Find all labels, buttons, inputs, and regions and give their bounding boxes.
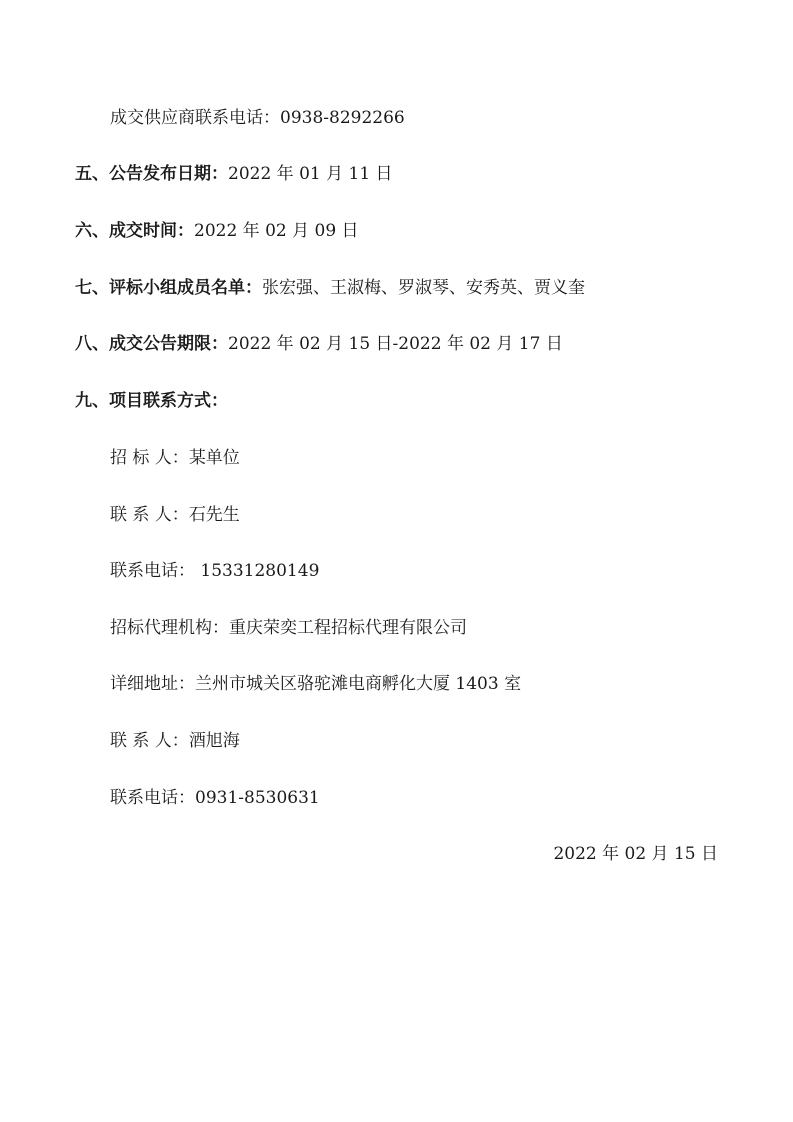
contact-address	[110, 672, 521, 696]
contact-label: 联 系 人：	[110, 731, 189, 751]
section-project-contacts	[75, 389, 228, 413]
supplier-phone-value: 0938-8292266	[280, 108, 405, 128]
section-title: 成交公告期限：	[109, 334, 228, 354]
contact-value: 酒旭海	[188, 731, 240, 751]
contact-label: 招 标 人：	[110, 448, 189, 468]
signature-date: 2022 年 02 月 15 日	[553, 844, 718, 864]
section-evaluation-members	[75, 276, 585, 300]
section-number: 八、	[75, 334, 109, 354]
section-number: 五、	[75, 164, 109, 184]
section-announcement-period	[75, 332, 563, 356]
section-value: 2022 年 02 月 15 日-2022 年 02 月 17 日	[228, 334, 563, 354]
contact-value: 0931-8530631	[195, 788, 320, 808]
contact-label: 联 系 人：	[110, 505, 189, 525]
section-title: 评标小组成员名单：	[109, 278, 262, 298]
section-value: 张宏强、王淑梅、罗淑琴、安秀英、贾义奎	[262, 278, 585, 298]
contact-value: 石先生	[188, 505, 240, 525]
contact-tenderer	[110, 446, 240, 470]
contact-label: 联系电话：	[110, 561, 195, 581]
contact-value: 兰州市城关区骆驼滩电商孵化大厦 1403 室	[195, 674, 522, 694]
supplier-phone-line	[110, 106, 405, 130]
contact-person-2	[110, 729, 240, 753]
contact-value: 某单位	[188, 448, 240, 468]
contact-person-1	[110, 503, 240, 527]
section-title: 成交时间：	[109, 221, 194, 241]
contact-phone-1	[110, 559, 319, 583]
section-number: 六、	[75, 221, 109, 241]
contact-value: 重庆荣奕工程招标代理有限公司	[229, 618, 467, 638]
contact-label: 招标代理机构：	[110, 618, 229, 638]
contact-phone-2	[110, 786, 320, 810]
contact-value: 15331280149	[195, 561, 320, 581]
section-value: 2022 年 01 月 11 日	[228, 164, 393, 184]
section-number: 九、	[75, 391, 109, 411]
section-title: 项目联系方式：	[109, 391, 228, 411]
section-deal-time	[75, 219, 359, 243]
contact-label: 详细地址：	[110, 674, 195, 694]
contact-agency	[110, 616, 467, 640]
section-number: 七、	[75, 278, 109, 298]
contact-label: 联系电话：	[110, 788, 195, 808]
supplier-phone-label: 成交供应商联系电话：	[110, 108, 280, 128]
section-value: 2022 年 02 月 09 日	[194, 221, 359, 241]
section-title: 公告发布日期：	[109, 164, 228, 184]
section-announcement-date	[75, 162, 393, 186]
